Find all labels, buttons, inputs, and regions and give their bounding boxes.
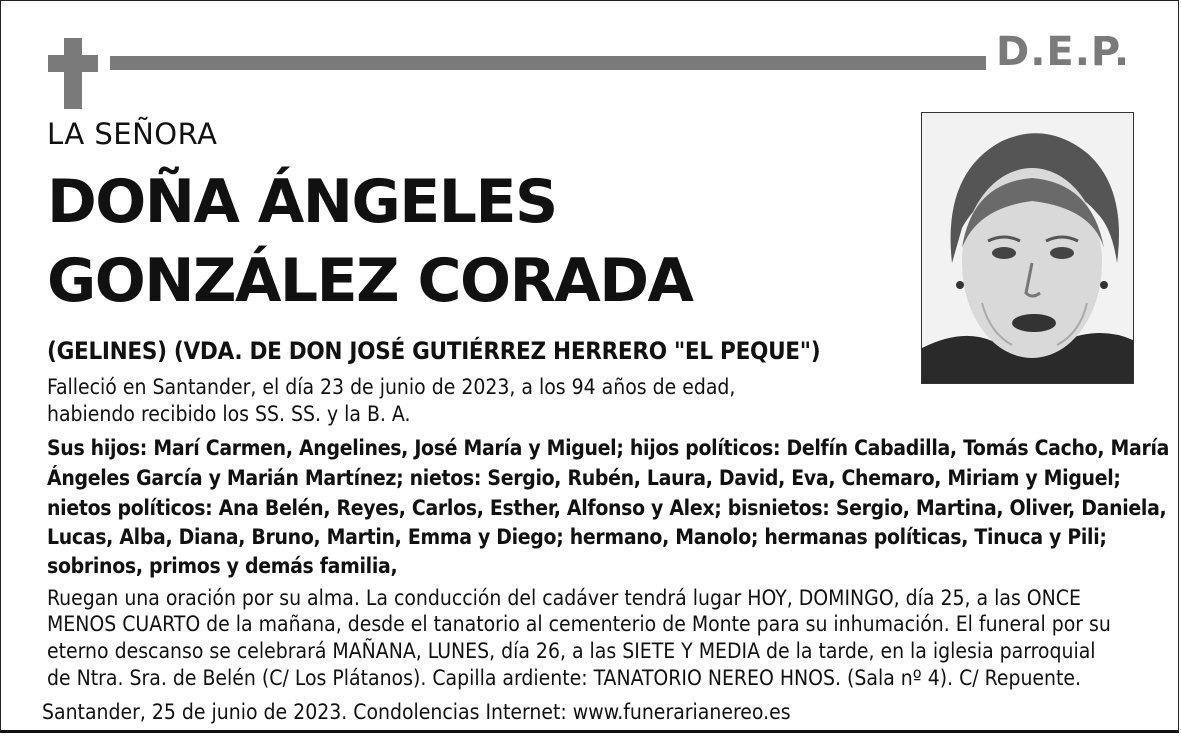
- request-line: MENOS CUARTO de la mañana, desde el tanatorio al cementerio de Monte para su inhumación. El funeral por su: [47, 612, 1111, 636]
- family-line: sobrinos, primos y demás familia,: [47, 554, 398, 578]
- cross-icon-bar: [48, 55, 98, 72]
- request-line: eterno descanso se celebrará MAÑANA, LUNES, día 26, a las SIETE Y MEDIA de la tarde, en la iglesia parroquial: [47, 639, 1096, 663]
- footer-line: Santander, 25 de junio de 2023. Condolencias Internet: www.funerarianereo.es: [42, 700, 791, 724]
- family-line: Ángeles García y Marián Martínez; nietos: Sergio, Rubén, Laura, David, Eva, Chemaro, Miriam y Miguel;: [47, 466, 1121, 490]
- family-line: Sus hijos: Marí Carmen, Angelines, José María y Miguel; hijos políticos: Delfín Cabadilla, Tomás Cacho, María: [47, 436, 1170, 460]
- header-rule: [110, 56, 986, 70]
- request-line: Ruegan una oración por su alma. La conducción del cadáver tendrá lugar HOY, DOMINGO, día 25, a las ONCE: [47, 586, 1081, 610]
- dep-label: D.E.P.: [996, 29, 1131, 75]
- deceased-name-line2: GONZÁLEZ CORADA: [47, 246, 693, 316]
- family-line: Lucas, Alba, Diana, Bruno, Martin, Emma y Diego; hermano, Manolo; hermanas políticas, Tinuca y Pili;: [47, 525, 1107, 549]
- honorific: LA SEÑORA: [47, 117, 218, 151]
- request-line: de Ntra. Sra. de Belén (C/ Los Plátanos). Capilla ardiente: TANATORIO NEREO HNOS. (Sala nº 4). C/ Repuente.: [47, 666, 1082, 690]
- cross-icon: [64, 38, 82, 109]
- death-info-line: Falleció en Santander, el día 23 de junio de 2023, a los 94 años de edad,: [47, 375, 736, 399]
- portrait-photo: [921, 112, 1134, 384]
- deceased-name-line1: DOÑA ÁNGELES: [47, 167, 557, 237]
- alias-line: (GELINES) (VDA. DE DON JOSÉ GUTIÉRREZ HERRERO "EL PEQUE"): [47, 337, 821, 365]
- family-line: nietos políticos: Ana Belén, Reyes, Carlos, Esther, Alfonso y Alex; bisnietos: Sergio, Martina, Oliver, Daniela,: [47, 496, 1167, 520]
- death-info-line: habiendo recibido los SS. SS. y la B. A.: [47, 402, 411, 426]
